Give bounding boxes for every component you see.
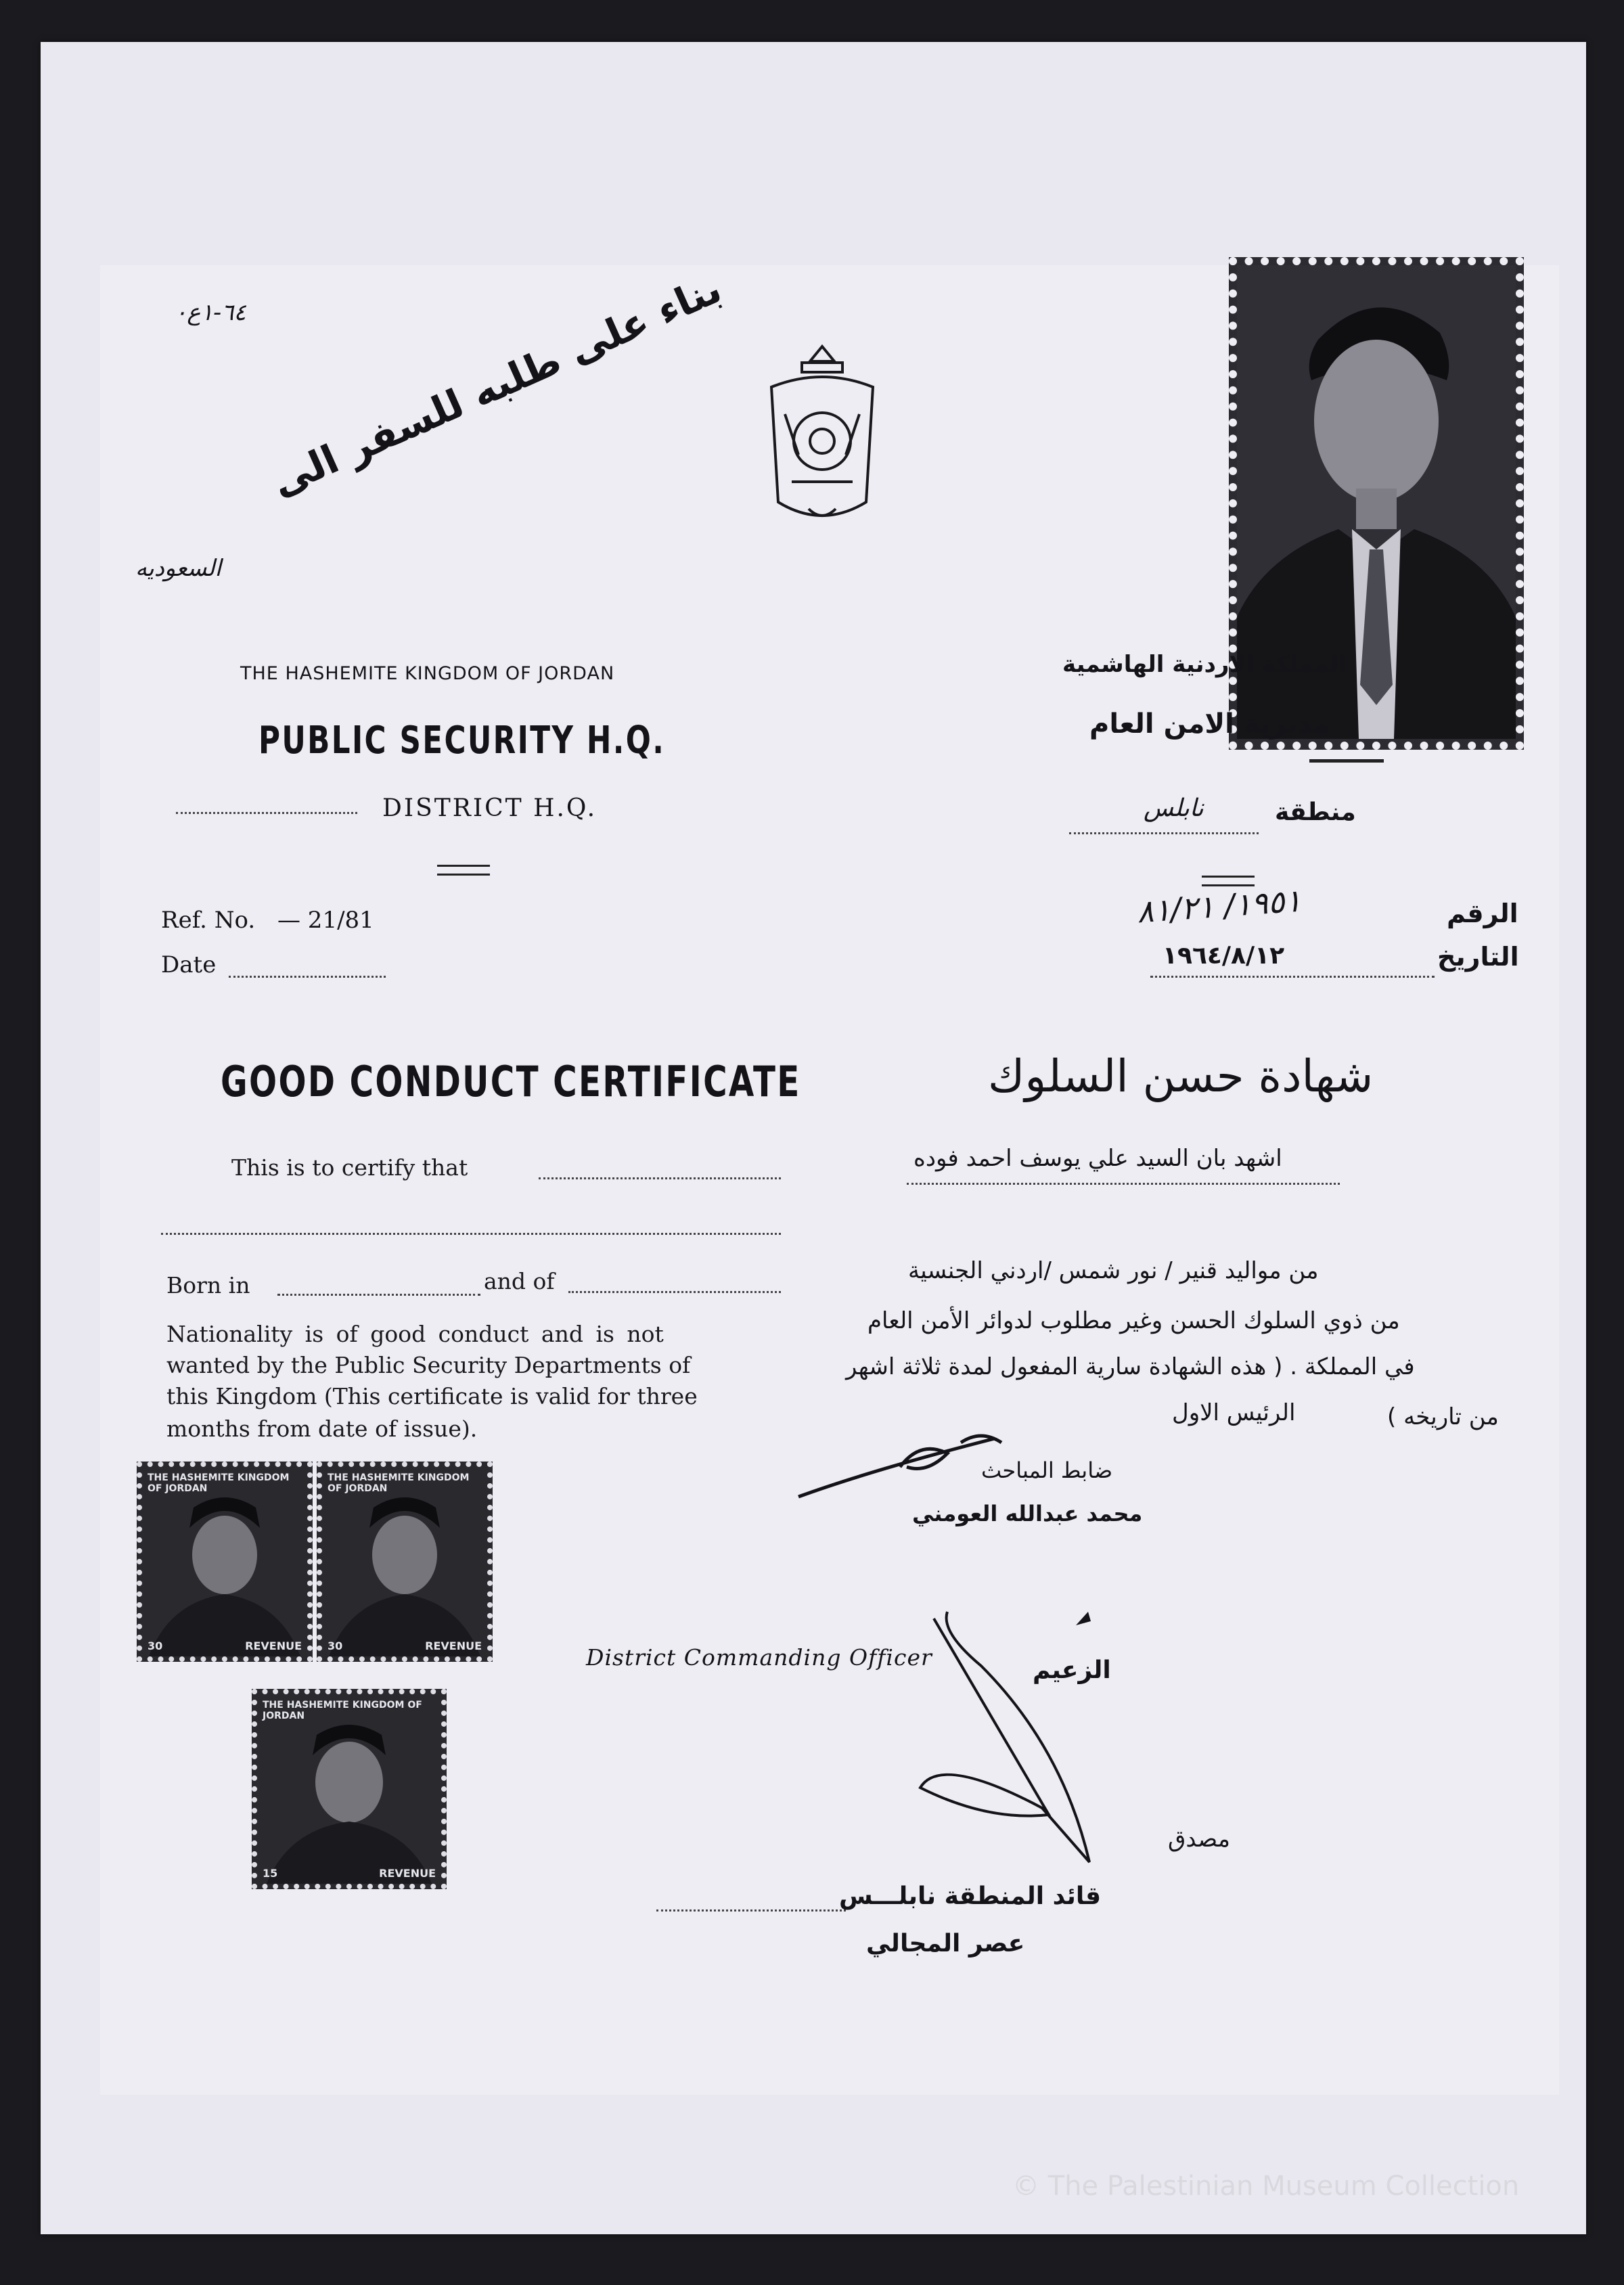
handwritten-destination: السعوديه <box>135 555 221 582</box>
header-directorate-ar: مديرية الامن العام <box>1089 708 1330 740</box>
stamp-1-value: 30 <box>148 1639 163 1652</box>
stamp-3-value: 15 <box>263 1867 278 1880</box>
header-kingdom-ar: المملكة الاردنية الهاشمية <box>1062 651 1347 678</box>
certificate-title-ar: شهادة حسن السلوك <box>988 1050 1374 1102</box>
body-en-line-1: Nationality is of good conduct and is not <box>166 1321 664 1347</box>
officer-name: محمد عبدالله العومني <box>912 1501 1143 1526</box>
body-en-line-4: months from date of issue). <box>166 1416 478 1442</box>
ar-date-dotted-line <box>1150 976 1435 978</box>
region-dotted-line <box>1069 832 1259 834</box>
body-ar-dotted-line-1 <box>907 1183 1340 1185</box>
body-ar-line-4: في المملكة . ( هذه الشهادة سارية المفعول لمدة ثلاثة اشهر <box>846 1353 1415 1380</box>
stamp-2-header: THE HASHEMITE KINGDOM OF JORDAN <box>328 1472 470 1494</box>
commanding-officer-label: District Commanding Officer <box>586 1644 932 1671</box>
body-en-line-3: this Kingdom (This certificate is valid for three <box>166 1383 698 1409</box>
museum-watermark: © The Palestinian Museum Collection <box>1012 2171 1520 2202</box>
body-en-line-2: wanted by the Public Security Departments of <box>166 1352 691 1378</box>
header-kingdom-en: THE HASHEMITE KINGDOM OF JORDAN <box>240 663 615 684</box>
revenue-stamp-3 <box>252 1689 447 1889</box>
district-dotted-line <box>176 812 357 814</box>
born-in-dotted-line <box>277 1294 480 1296</box>
divider-ar <box>1202 876 1255 886</box>
certify-dotted-line <box>539 1177 781 1179</box>
handwritten-top-ref: ٦٤-١ع٠ <box>175 299 246 326</box>
header-public-security-en: PUBLIC SECURITY H.Q. <box>258 719 666 763</box>
officer-title: ضابط المباحث <box>981 1457 1113 1483</box>
and-of-dotted-line <box>568 1291 781 1293</box>
commander-signature <box>819 1585 1157 1876</box>
region-value-ar: نابلس <box>1144 794 1204 822</box>
stamp-1-header: THE HASHEMITE KINGDOM OF JORDAN <box>148 1472 290 1494</box>
stamp-3-header: THE HASHEMITE KINGDOM OF JORDAN <box>263 1700 422 1721</box>
stamp-3-revenue: REVENUE <box>379 1867 436 1880</box>
ref-value: — 21/81 <box>277 907 374 934</box>
date-label: Date <box>161 951 217 978</box>
commander-rank: الزعيم <box>1033 1656 1111 1684</box>
born-in-label: Born in <box>166 1272 250 1298</box>
ar-ref-value: ١٩٥١/ ٨١/٢١ <box>1135 882 1303 930</box>
body-ar-line-2: من مواليد قنير / نور شمس /اردني الجنسية <box>908 1257 1319 1284</box>
coat-of-arms-emblem <box>744 340 900 536</box>
body-ar-line-3: من ذوي السلوك الحسن وغير مطلوب لدوائر الأمن العام <box>867 1307 1400 1334</box>
header-district-en: DISTRICT H.Q. <box>382 794 597 822</box>
handwritten-request: بناء على طلبه للسفر الى <box>265 265 729 506</box>
divider-en <box>437 865 490 876</box>
ar-date-label: التاريخ <box>1437 942 1519 972</box>
revenue-stamp-1 <box>137 1462 313 1662</box>
stamp-2-value: 30 <box>328 1639 343 1652</box>
commander-certified: مصدق <box>1168 1826 1230 1853</box>
date-dotted-line <box>229 976 386 978</box>
document-sheet <box>41 42 1586 2234</box>
commander-title: قائد المنطقة نابلـــس <box>839 1882 1102 1910</box>
directorate-underline <box>1309 759 1384 763</box>
revenue-stamp-2 <box>317 1462 493 1662</box>
and-of-label: and of <box>484 1268 555 1294</box>
body-ar-line-1: اشهد بان السيد علي يوسف احمد فوده <box>914 1145 1282 1172</box>
ar-date-value: ١٩٦٤/٨/١٢ <box>1163 942 1285 970</box>
commander-name: عصر المجالي <box>866 1930 1025 1958</box>
officer-rank: الرئيس الاول <box>1172 1399 1296 1426</box>
ref-label: Ref. No. <box>161 907 256 934</box>
stamp-2-revenue: REVENUE <box>425 1639 482 1652</box>
name-dotted-line <box>161 1233 781 1235</box>
commander-dotted-line <box>656 1909 846 1911</box>
region-label-ar: منطقة <box>1275 798 1356 826</box>
body-ar-line-5: من تاريخه ) <box>1387 1403 1499 1430</box>
ar-ref-label: الرقم <box>1447 899 1518 928</box>
certificate-title-en: GOOD CONDUCT CERTIFICATE <box>221 1057 801 1106</box>
stamp-1-revenue: REVENUE <box>245 1639 302 1652</box>
certify-text: This is to certify that <box>231 1154 468 1181</box>
